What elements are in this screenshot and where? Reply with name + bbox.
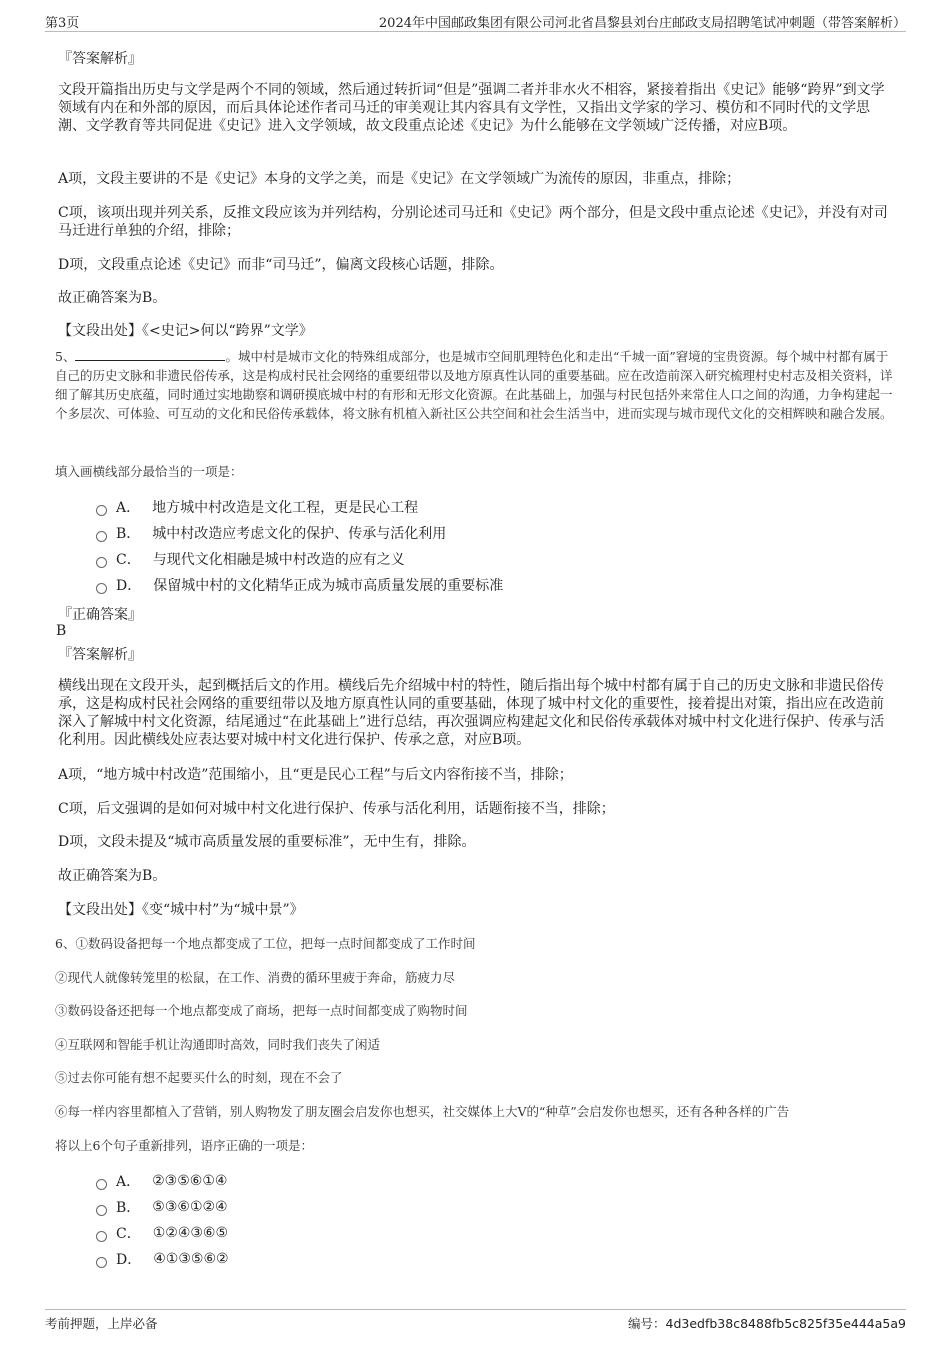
q5-option-c-explanation: C项，后文强调的是如何对城中村文化进行保护、传承与活化利用，话题衔接不当，排除；: [58, 801, 615, 817]
q5-option-d-explanation: D项，文段未提及“城市高质量发展的重要标准”，无中生有，排除。: [58, 834, 476, 850]
q5-conclusion: 故正确答案为B。: [58, 868, 167, 884]
q6-option-b[interactable]: B． ⑤③⑥①②④: [96, 1197, 228, 1217]
footer-slogan: 考前押题，上岸必备: [45, 1316, 158, 1331]
document-code-label: 编号：: [627, 1316, 666, 1331]
radio-icon[interactable]: [96, 1205, 107, 1216]
q5-text: 。城中村是城市文化的特殊组成部分，也是城市空间肌理特色化和走出“千城一面”窘境的宝贵资源。每个城中村都有属于自己的历史文脉和非遗民俗传承，这是构成村民社会网络的重要纽带以及地方原真性认同的重要基础。应在改造前深入研究梳理村史村志及相关资料，详细了解其历史底蕴，同时通过实地勘察和调研摸底城中村的有形和无形文化资源。在此基础上，加强与村民包括外来常住人口之间的沟通，力争构建起一个多层次、可体验、可互动的文化和民俗传承载体，将文脉有机植入新社区公共空间和社会生活当中，进而实现与城市现代文化的交相辉映和融合发展。: [55, 349, 893, 421]
q5-prompt: 填入画横线部分最恰当的一项是：: [55, 464, 243, 479]
header-divider: [45, 31, 906, 32]
q5-option-a-explanation: A项，“地方城中村改造”范围缩小，且“更是民心工程”与后文内容衔接不当，排除；: [58, 767, 573, 783]
q5-analysis: 横线出现在文段开头，起到概括后文的作用。横线后先介绍城中村的特性，随后指出每个城中村都有属于自己的历史文脉和非遗民俗传承，这是构成村民社会网络的重要纽带以及地方原真性认同的重要基础，体现了城中村文化的重要性，接着提出对策，指出应在改造前深入了解城中村文化资源，结尾通过“在此基础上”进行总结，再次强调应构建起文化和民俗传承载体对城中村文化进行保护、传承与活化利用。因此横线处应表达要对城中村文化进行保护、传承之意，对应B项。: [58, 678, 885, 748]
document-code-value: 4d3edfb38c8488fb5c825f35e444a5a9: [665, 1316, 906, 1331]
page-number: 第3页: [45, 16, 80, 31]
q6-sentence-3: ③数码设备还把每一个地点都变成了商场，把每一点时间都变成了购物时间: [55, 1003, 468, 1018]
q6-sentence-1: 6、①数码设备把每一个地点都变成了工位，把每一点时间都变成了工作时间: [55, 936, 476, 951]
q5-answer-label: 『正确答案』: [58, 607, 142, 623]
q5-number: 5、: [55, 349, 76, 364]
q5-blank: [75, 348, 225, 361]
q6-option-c[interactable]: C． ①②④③⑥⑤: [96, 1223, 228, 1243]
q4-option-a-explanation: A项，文段主要讲的不是《史记》本身的文学之美，而是《史记》在文学领域广为流传的原因，非重点，排除；: [58, 171, 741, 187]
q4-analysis: 文段开篇指出历史与文学是两个不同的领域，然后通过转折词“但是”强调二者并非水火不相容，紧接着指出《史记》能够“跨界”到文学领域有内在和外部的原因，而后具体论述作者司马迁的审美观让其内容具有文学性，又指出文学家的学习、模仿和不同时代的文学思潮、文学教育等共同促进《史记》进入文学领域，故文段重点论述《史记》为什么能够在文学领域广泛传播，对应B项。: [58, 82, 885, 134]
q5-option-a[interactable]: A． 地方城中村改造是文化工程，更是民心工程: [96, 497, 418, 517]
q5-answer: B: [56, 623, 67, 639]
radio-icon[interactable]: [96, 1231, 107, 1242]
q6-sentence-5: ⑤过去你可能有想不起要买什么的时刻，现在不会了: [55, 1070, 343, 1085]
q4-source: 【文段出处】《<史记>何以“跨界”文学》: [58, 323, 313, 339]
q4-analysis-label: 『答案解析』: [58, 51, 142, 67]
q6-sentence-4: ④互联网和智能手机让沟通即时高效，同时我们丧失了闲适: [55, 1037, 381, 1052]
radio-icon[interactable]: [96, 1179, 107, 1190]
q4-option-d-explanation: D项，文段重点论述《史记》而非“司马迁”，偏离文段核心话题，排除。: [58, 257, 504, 273]
q5-option-c[interactable]: C． 与现代文化相融是城中村改造的应有之义: [96, 549, 405, 569]
q6-option-a[interactable]: A． ②③⑤⑥①④: [96, 1171, 227, 1191]
q6-sentence-2: ②现代人就像转笼里的松鼠，在工作、消费的循环里疲于奔命，筋疲力尽: [55, 970, 456, 985]
q4-option-c-explanation: C项，该项出现并列关系，反推文段应该为并列结构，分别论述司马迁和《史记》两个部分，但是文段中重点论述《史记》，并没有对司马迁进行单独的介绍，排除；: [58, 205, 888, 239]
q5-stem: [55, 347, 895, 423]
document-code: [628, 1314, 906, 1332]
document-title: 2024年中国邮政集团有限公司河北省昌黎县刘台庄邮政支局招聘笔试冲刺题（带答案解析）: [378, 16, 906, 31]
radio-icon[interactable]: [96, 557, 107, 568]
radio-icon[interactable]: [96, 583, 107, 594]
q6-prompt: 将以上6个句子重新排列，语序正确的一项是：: [55, 1138, 313, 1153]
radio-icon[interactable]: [96, 505, 107, 516]
q5-option-d[interactable]: D． 保留城中村的文化精华正成为城市高质量发展的重要标准: [96, 575, 503, 595]
footer-divider: [45, 1309, 906, 1310]
q5-source: 【文段出处】《变“城中村”为“城中景”》: [58, 902, 304, 918]
q5-option-b[interactable]: B． 城中村改造应考虑文化的保护、传承与活化利用: [96, 523, 446, 543]
radio-icon[interactable]: [96, 1257, 107, 1268]
q4-conclusion: 故正确答案为B。: [58, 290, 167, 306]
q6-sentence-6: ⑥每一样内容里都植入了营销，别人购物发了朋友圈会启发你也想买，社交媒体上大V的“种草”会启发你也想买，还有各种各样的广告: [55, 1104, 790, 1119]
radio-icon[interactable]: [96, 531, 107, 542]
q5-analysis-label: 『答案解析』: [58, 647, 142, 663]
q6-option-d[interactable]: D． ④①③⑤⑥②: [96, 1249, 229, 1269]
